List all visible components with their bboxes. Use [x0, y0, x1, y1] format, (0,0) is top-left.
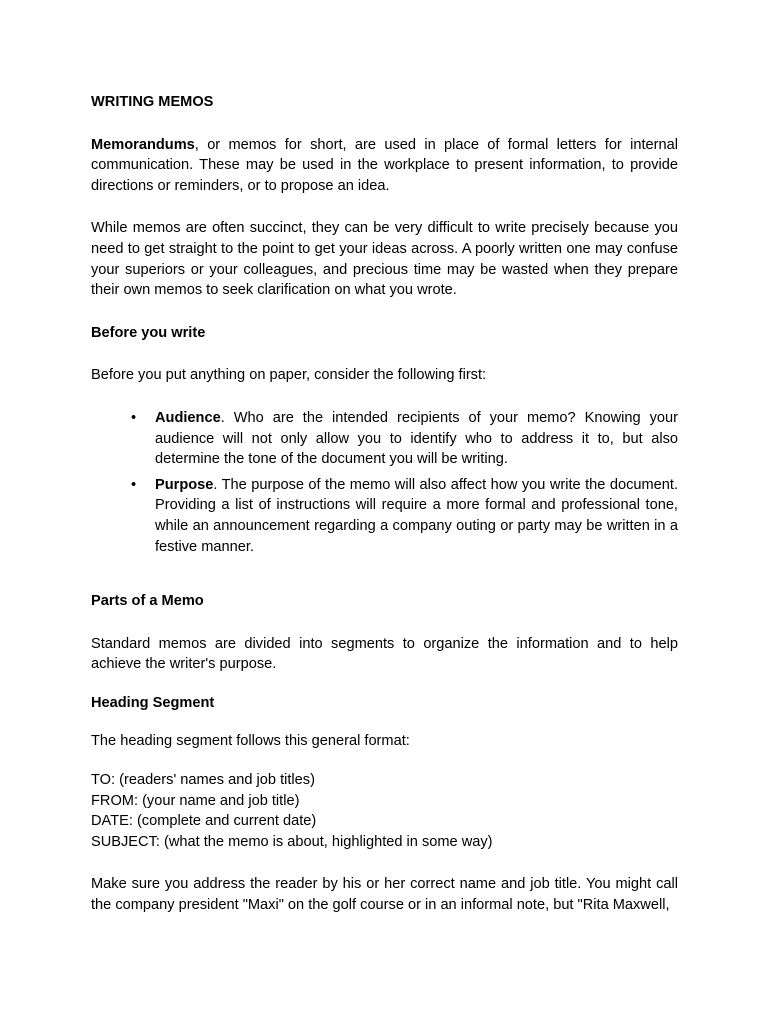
format-line-subject: SUBJECT: (what the memo is about, highlighted in some way)	[91, 833, 493, 850]
considerations-list	[91, 408, 678, 557]
format-line-date: DATE: (complete and current date)	[91, 813, 317, 830]
format-line-from: FROM: (your name and job title)	[91, 792, 300, 809]
format-line-to: TO: (readers' names and job titles)	[91, 772, 315, 789]
list-item-term: Audience	[155, 409, 221, 426]
parts-intro-paragraph: Standard memos are divided into segments to organize the information and to help achieve the writer's purpose.	[91, 635, 678, 673]
list-item-purpose	[91, 475, 678, 557]
bullet-icon: •	[131, 409, 137, 426]
list-item-term: Purpose	[155, 476, 214, 493]
list-item-text: . The purpose of the memo will also affect how you write the document. Providing a list of instructions will require a more formal and professional tone, while an announcement regarding a company outing or party may be written in a festive manner.	[155, 476, 678, 555]
intro-bold-term: Memorandums	[91, 136, 195, 153]
heading-segment-intro: The heading segment follows this general format:	[91, 733, 410, 750]
parts-of-memo-heading: Parts of a Memo	[91, 593, 204, 610]
heading-segment-heading: Heading Segment	[91, 694, 215, 711]
list-item-audience	[91, 408, 678, 470]
document-page	[91, 92, 678, 938]
list-item-text: . Who are the intended recipients of your memo? Knowing your audience will not only allow you to identify who to address it to, but also determine the tone of the document you will be writing.	[155, 409, 678, 468]
intro-paragraph	[91, 135, 678, 197]
intro-text: , or memos for short, are used in place of formal letters for internal communication. These may be used in the workplace to present information, to provide directions or reminders, or to propose an idea.	[91, 136, 678, 194]
before-intro-paragraph: Before you put anything on paper, consider the following first:	[91, 367, 487, 384]
heading-format-block	[91, 770, 678, 852]
before-you-write-heading: Before you write	[91, 324, 206, 341]
bullet-icon: •	[131, 476, 137, 493]
difficulty-paragraph: While memos are often succinct, they can be very difficult to write precisely because you need to get straight to the point to get your ideas across. A poorly written one may confuse your superiors or your colleagues, and precious time may be wasted when they prepare their own memos to seek clarification on what you wrote.	[91, 220, 678, 299]
document-title: WRITING MEMOS	[91, 94, 214, 110]
closing-paragraph: Make sure you address the reader by his or her correct name and job title. You might call the company president "Maxi" on the golf course or in an informal note, but "Rita Maxwell,	[91, 876, 678, 914]
